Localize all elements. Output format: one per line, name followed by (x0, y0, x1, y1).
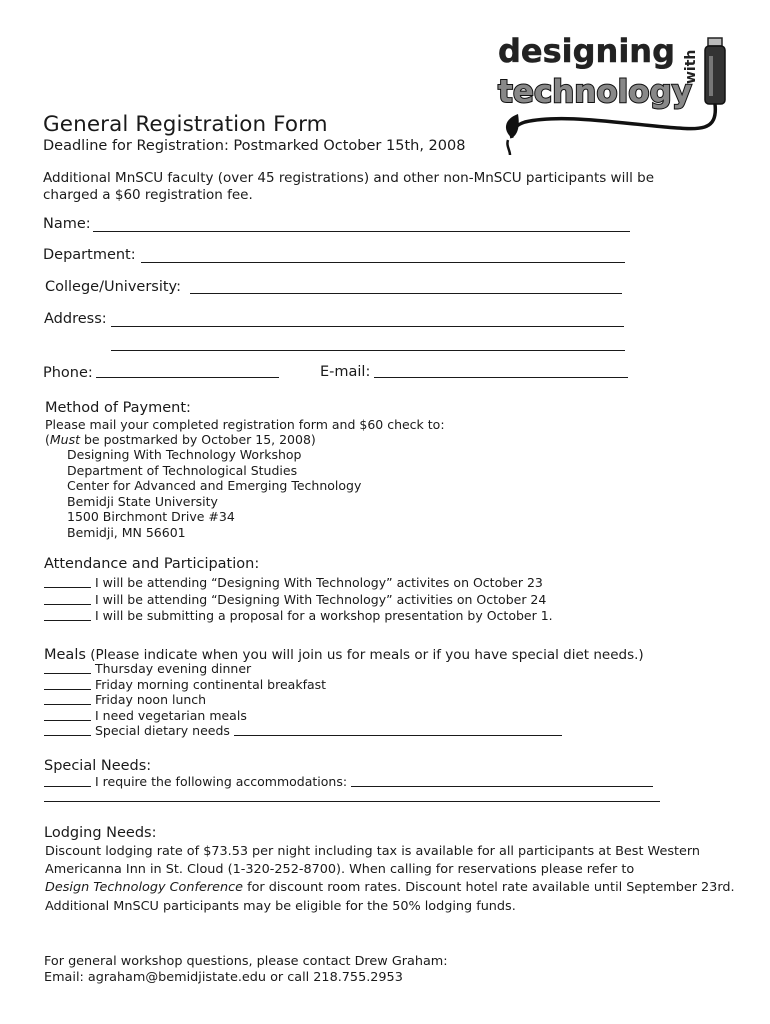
mailing-address-line: Department of Technological Studies (67, 462, 298, 478)
conference-name: Design Technology Conference (45, 880, 244, 896)
special-dietary-needs-field[interactable] (234, 735, 562, 736)
address-field[interactable] (111, 326, 624, 327)
lodging-line: Additional MnSCU participants may be eligible for the 50% lodging funds. (45, 898, 516, 914)
form-title: General Registration Form (43, 112, 328, 137)
attendance-list (44, 575, 553, 625)
department-label: Department: (43, 247, 136, 263)
cable-end-icon (506, 114, 519, 138)
meal-checkbox-blank[interactable] (44, 704, 91, 705)
accommodations-checkbox-blank[interactable] (44, 786, 91, 787)
lodging-heading: Lodging Needs: (44, 825, 157, 841)
college-label: College/University: (45, 279, 181, 295)
mailing-address-line: Bemidji State University (67, 493, 218, 509)
meal-item[interactable]: Friday noon lunch (44, 692, 562, 708)
accommodations-field[interactable] (351, 786, 653, 787)
attendance-item[interactable]: I will be attending “Designing With Technology” activites on October 23 (44, 575, 553, 592)
mailing-address (67, 447, 361, 540)
attendance-heading: Attendance and Participation: (44, 556, 260, 572)
meal-item[interactable]: Special dietary needs (44, 723, 562, 739)
meals-heading: Meals (Please indicate when you will join us for meals or if you have special diet needs.) (44, 647, 644, 663)
meal-item[interactable]: Friday morning continental breakfast (44, 677, 562, 693)
meal-checkbox-blank[interactable] (44, 735, 91, 736)
meal-item[interactable]: I need vegetarian meals (44, 708, 562, 724)
phone-label: Phone: (43, 365, 93, 381)
contact-line: For general workshop questions, please contact Drew Graham: (44, 954, 448, 969)
special-needs-heading: Special Needs: (44, 758, 152, 774)
usb-tip-icon (708, 38, 722, 46)
meal-checkbox-blank[interactable] (44, 689, 91, 690)
attendance-item[interactable]: I will be submitting a proposal for a workshop presentation by October 1. (44, 608, 553, 625)
name-label: Name: (43, 216, 91, 232)
mailing-address-line: Designing With Technology Workshop (67, 447, 302, 462)
department-field[interactable] (141, 262, 625, 263)
usb-cable-logo-graphic (490, 22, 740, 162)
payment-instruction: Please mail your completed registration form and $60 check to: (45, 417, 445, 432)
meal-checkbox-blank[interactable] (44, 673, 91, 674)
attendance-checkbox-blank[interactable] (44, 604, 91, 605)
lodging-info (45, 843, 745, 916)
lodging-line: Discount lodging rate of $73.53 per night including tax is available for all participants at Best Western (45, 844, 701, 859)
fee-notice-line-1: Additional MnSCU faculty (over 45 registrations) and other non-MnSCU participants will be (43, 170, 655, 186)
mailing-address-line: 1500 Birchmont Drive #34 (67, 509, 235, 524)
contact-info (44, 954, 644, 986)
lodging-line: Design Technology Conference for discount room rates. Discount hotel rate available until September 23rd. (45, 880, 735, 896)
mailing-address-line: Bemidji, MN 56601 (67, 524, 186, 540)
payment-heading: Method of Payment: (45, 400, 191, 416)
meals-list (44, 661, 562, 739)
registration-deadline: Deadline for Registration: Postmarked October 15th, 2008 (43, 138, 466, 154)
contact-email-line[interactable]: Email: agraham@bemidjistate.edu or call 218.755.2953 (44, 970, 403, 985)
lodging-line: Americanna Inn in St. Cloud (1-320-252-8700). When calling for reservations please refer to (45, 862, 635, 878)
designing-with-technology-logo (490, 22, 740, 162)
accommodations-field-line-2[interactable] (44, 801, 660, 802)
name-field[interactable] (93, 231, 630, 232)
mailing-address-line: Center for Advanced and Emerging Technology (67, 478, 362, 493)
logo-technology-text: technology (498, 74, 692, 110)
attendance-checkbox-blank[interactable] (44, 620, 91, 621)
meal-item[interactable]: Thursday evening dinner (44, 661, 562, 677)
meal-checkbox-blank[interactable] (44, 720, 91, 721)
attendance-checkbox-blank[interactable] (44, 587, 91, 588)
fee-notice-line-2: charged a $60 registration fee. (43, 187, 253, 203)
address-field-line-2[interactable] (111, 350, 625, 351)
accommodations-item: I require the following accommodations: (44, 774, 653, 790)
usb-plug-icon (705, 46, 725, 104)
logo-designing-text: designing (498, 32, 675, 70)
email-field[interactable] (374, 377, 628, 378)
address-label: Address: (44, 311, 107, 327)
college-field[interactable] (190, 293, 622, 294)
email-label: E-mail: (320, 364, 371, 380)
must-emphasis: Must (49, 432, 81, 447)
logo-with-text: with (683, 49, 699, 84)
attendance-item[interactable]: I will be attending “Designing With Technology” activities on October 24 (44, 592, 553, 609)
payment-postmark-note: (Must be postmarked by October 15, 2008) (45, 432, 316, 447)
phone-field[interactable] (96, 377, 279, 378)
